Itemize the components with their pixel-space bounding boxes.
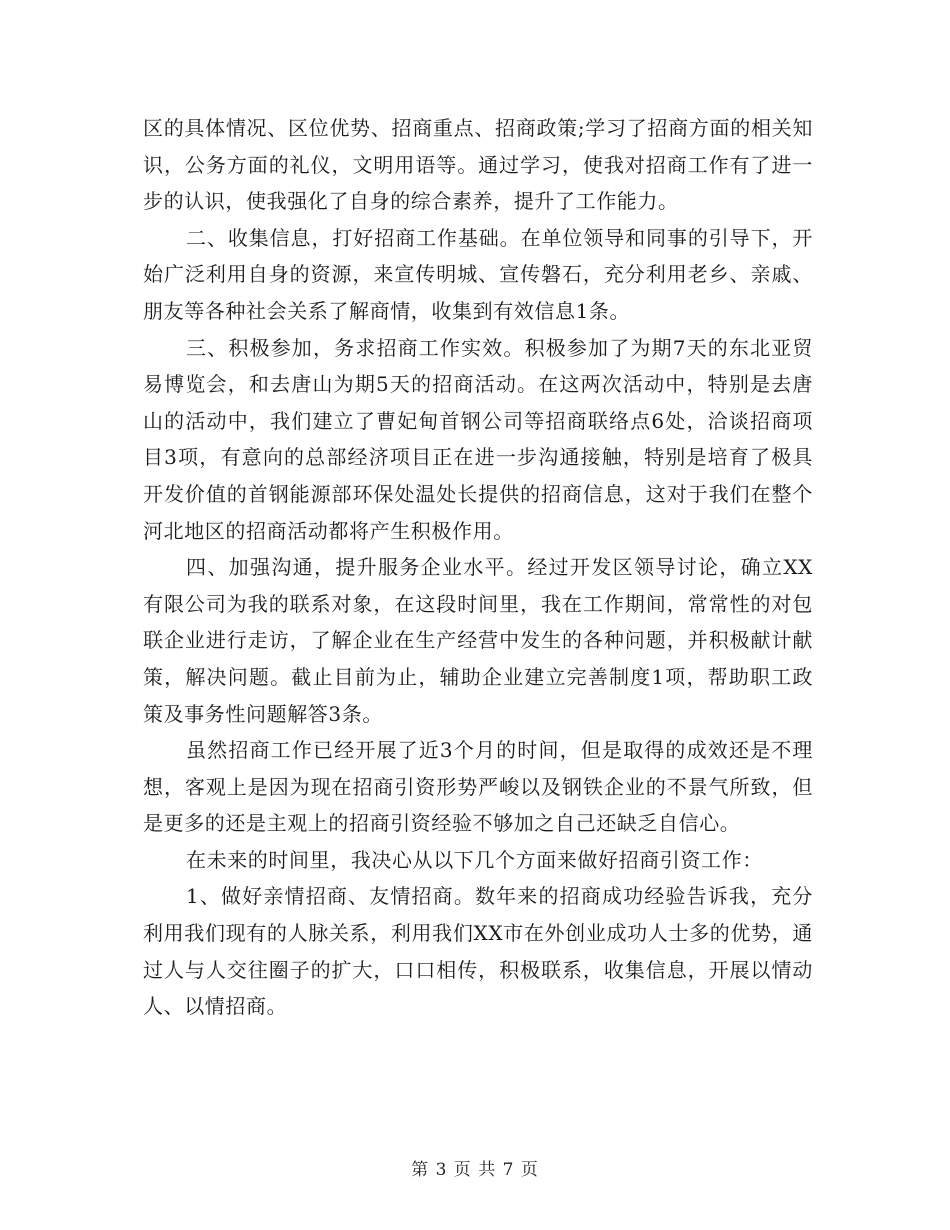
paragraph-5: 虽然招商工作已经开展了近3个月的时间，但是取得的成效还是不理想，客观上是因为现在招商引资形势严峻以及钢铁企业的不景气所致，但是更多的还是主观上的招商引资经验不够加之自己还缺乏自信心。 — [143, 738, 813, 836]
page-footer: 第 3 页 共 7 页 — [411, 1160, 539, 1180]
paragraph-1: 区的具体情况、区位优势、招商重点、招商政策;学习了招商方面的相关知识，公务方面的礼仪，文明用语等。通过学习，使我对招商工作有了进一步的认识，使我强化了自身的综合素养，提升了工作能力。 — [143, 116, 813, 214]
paragraph-7: 1、做好亲情招商、友情招商。数年来的招商成功经验告诉我，充分利用我们现有的人脉关系，利用我们XX市在外创业成功人士多的优势，通过人与人交往圈子的扩大，口口相传，积极联系，收集信息，开展以情动人、以情招商。 — [143, 884, 813, 1019]
document-body — [143, 110, 813, 1025]
paragraph-3: 三、积极参加，务求招商工作实效。积极参加了为期7天的东北亚贸易博览会，和去唐山为期5天的招商活动。在这两次活动中，特别是去唐山的活动中，我们建立了曹妃甸首钢公司等招商联络点6处，洽谈招商项目3项，有意向的总部经济项目正在进一步沟通接触，特别是培育了极具开发价值的首钢能源部环保处温处长提供的招商信息，这对于我们在整个河北地区的招商活动都将产生积极作用。 — [143, 335, 813, 543]
paragraph-6: 在未来的时间里，我决心从以下几个方面来做好招商引资工作： — [186, 847, 763, 872]
paragraph-4: 四、加强沟通，提升服务企业水平。经过开发区领导讨论，确立XX有限公司为我的联系对象，在这段时间里，我在工作期间，常常性的对包联企业进行走访，了解企业在生产经营中发生的各种问题，并积极献计献策，解决问题。截止目前为止，辅助企业建立完善制度1项，帮助职工政策及事务性问题解答3条。 — [143, 555, 813, 726]
paragraph-2: 二、收集信息，打好招商工作基础。在单位领导和同事的引导下，开始广泛利用自身的资源，来宣传明城、宣传磐石，充分利用老乡、亲戚、朋友等各种社会关系了解商情，收集到有效信息1条。 — [143, 225, 813, 323]
